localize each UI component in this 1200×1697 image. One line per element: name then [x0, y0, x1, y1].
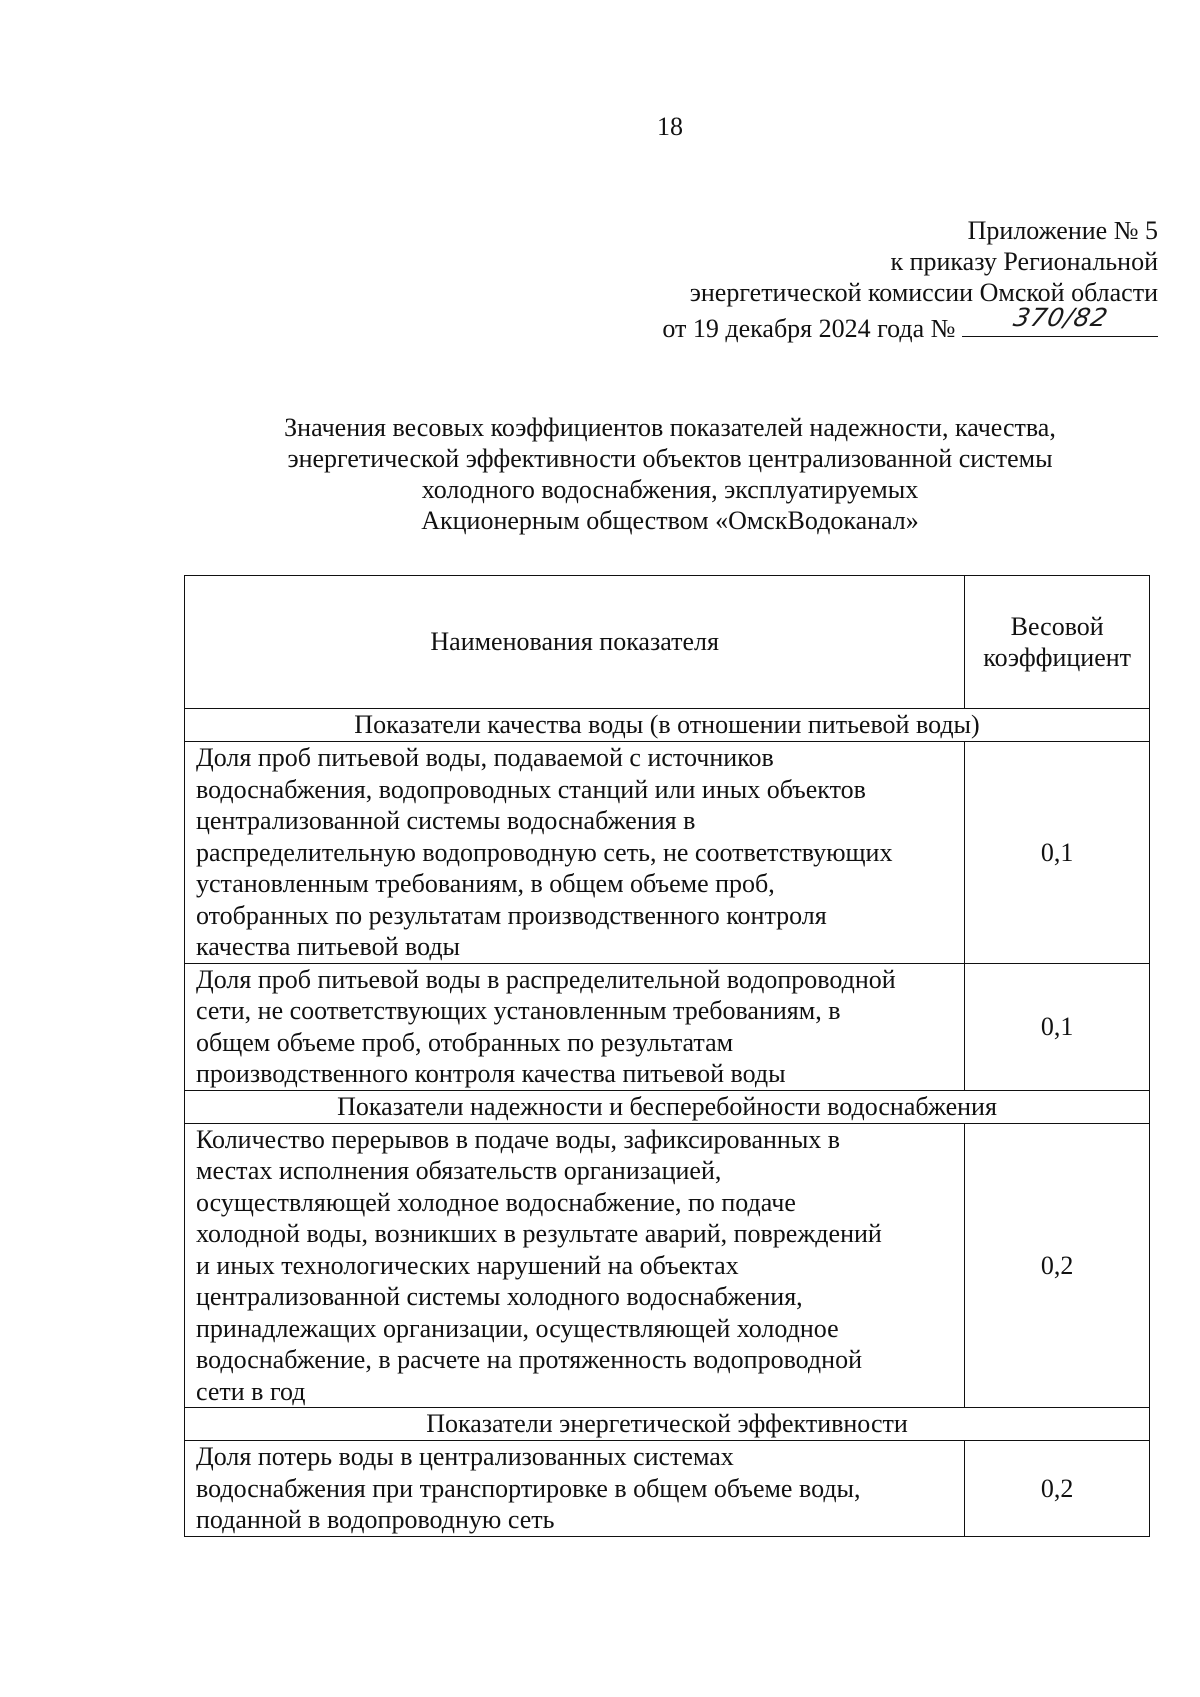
indicator-name-line: поданной в водопроводную сеть: [196, 1505, 555, 1534]
header-coef-line: Весовой: [1010, 611, 1104, 641]
indicator-name-line: отобранных по результатам производственного контроля: [196, 900, 827, 930]
indicator-name: [185, 742, 965, 964]
section-title: Показатели энергетической эффективности: [185, 1408, 1150, 1441]
title-line: Акционерным обществом «ОмскВодоканал»: [421, 506, 919, 535]
table-header-row: [185, 576, 1150, 709]
appendix-order-ref: к приказу Региональной: [890, 247, 1158, 276]
section-row: [185, 709, 1150, 742]
indicator-name-line: местах исполнения обязательств организацией,: [196, 1156, 722, 1185]
section-row: [185, 1090, 1150, 1123]
indicator-name-line: установленным требованиям, в общем объеме проб,: [196, 869, 775, 898]
section-title: Показатели качества воды (в отношении питьевой воды): [185, 709, 1150, 742]
indicator-name-line: принадлежащих организации, осуществляющей холодное: [196, 1313, 839, 1343]
coefficients-table: [184, 575, 1150, 1537]
indicator-name-line: Доля проб питьевой воды, подаваемой с источников: [196, 743, 774, 772]
indicator-name-line: водоснабжения, водопроводных станций или иных объектов: [196, 774, 866, 804]
order-number-field: [962, 303, 1158, 337]
title-line: холодного водоснабжения, эксплуатируемых: [421, 475, 919, 504]
indicator-name-line: Доля проб питьевой воды в распределительной водопроводной: [196, 964, 896, 994]
header-coef-line: коэффициент: [983, 643, 1132, 672]
appendix-title: Приложение № 5: [967, 216, 1158, 245]
indicator-name-line: осуществляющей холодное водоснабжение, по подаче: [196, 1187, 796, 1217]
indicator-name-line: качества питьевой воды: [196, 932, 461, 961]
indicator-name-line: и иных технологических нарушений на объектах: [196, 1250, 739, 1280]
indicator-name-line: сети в год: [196, 1376, 306, 1406]
indicator-name-line: водоснабжение, в расчете на протяженность водопроводной: [196, 1345, 862, 1374]
table-row: [185, 742, 1150, 964]
title-line: энергетической эффективности объектов централизованной системы: [287, 444, 1053, 473]
indicator-name-line: холодной воды, возникших в результате аварий, повреждений: [196, 1219, 882, 1248]
appendix-header: [662, 215, 1158, 344]
indicator-name-line: Доля потерь воды в централизованных системах: [196, 1442, 734, 1471]
indicator-name-line: общем объеме проб, отобранных по результатам: [196, 1027, 734, 1057]
section-title: Показатели надежности и бесперебойности водоснабжения: [185, 1090, 1150, 1123]
header-indicator-name: Наименования показателя: [185, 576, 965, 709]
table-row: [185, 963, 1150, 1090]
section-row: [185, 1408, 1150, 1441]
table-body: [185, 709, 1150, 1537]
indicator-name-line: централизованной системы холодного водоснабжения,: [196, 1282, 803, 1311]
page-number: 18: [657, 112, 683, 141]
indicator-name: [185, 1441, 965, 1537]
indicator-name: [185, 963, 965, 1090]
indicator-name-line: производственного контроля качества питьевой воды: [196, 1059, 786, 1088]
indicator-name-line: водоснабжения при транспортировке в общем объеме воды,: [196, 1473, 861, 1503]
document-title: [0, 412, 1200, 536]
appendix-date: от 19 декабря 2024 года №: [662, 314, 956, 343]
table-row: [185, 1123, 1150, 1408]
indicator-name-line: распределительную водопроводную сеть, не соответствующих: [196, 837, 893, 867]
appendix-commission: энергетической комиссии Омской области: [689, 278, 1158, 307]
indicator-name-line: Количество перерывов в подаче воды, зафиксированных в: [196, 1124, 841, 1154]
order-number-handwritten: 370/82: [1010, 303, 1112, 332]
weight-coefficient: 0,2: [965, 1441, 1150, 1537]
table-row: [185, 1441, 1150, 1537]
indicator-name-line: централизованной системы водоснабжения в: [196, 806, 696, 835]
header-weight-coefficient: [965, 576, 1150, 709]
title-line: Значения весовых коэффициентов показателей надежности, качества,: [284, 413, 1056, 442]
weight-coefficient: 0,1: [965, 963, 1150, 1090]
appendix-date-line: [662, 303, 1158, 344]
indicator-name: [185, 1123, 965, 1408]
weight-coefficient: 0,2: [965, 1123, 1150, 1408]
indicator-name-line: сети, не соответствующих установленным требованиям, в: [196, 996, 841, 1025]
weight-coefficient: 0,1: [965, 742, 1150, 964]
